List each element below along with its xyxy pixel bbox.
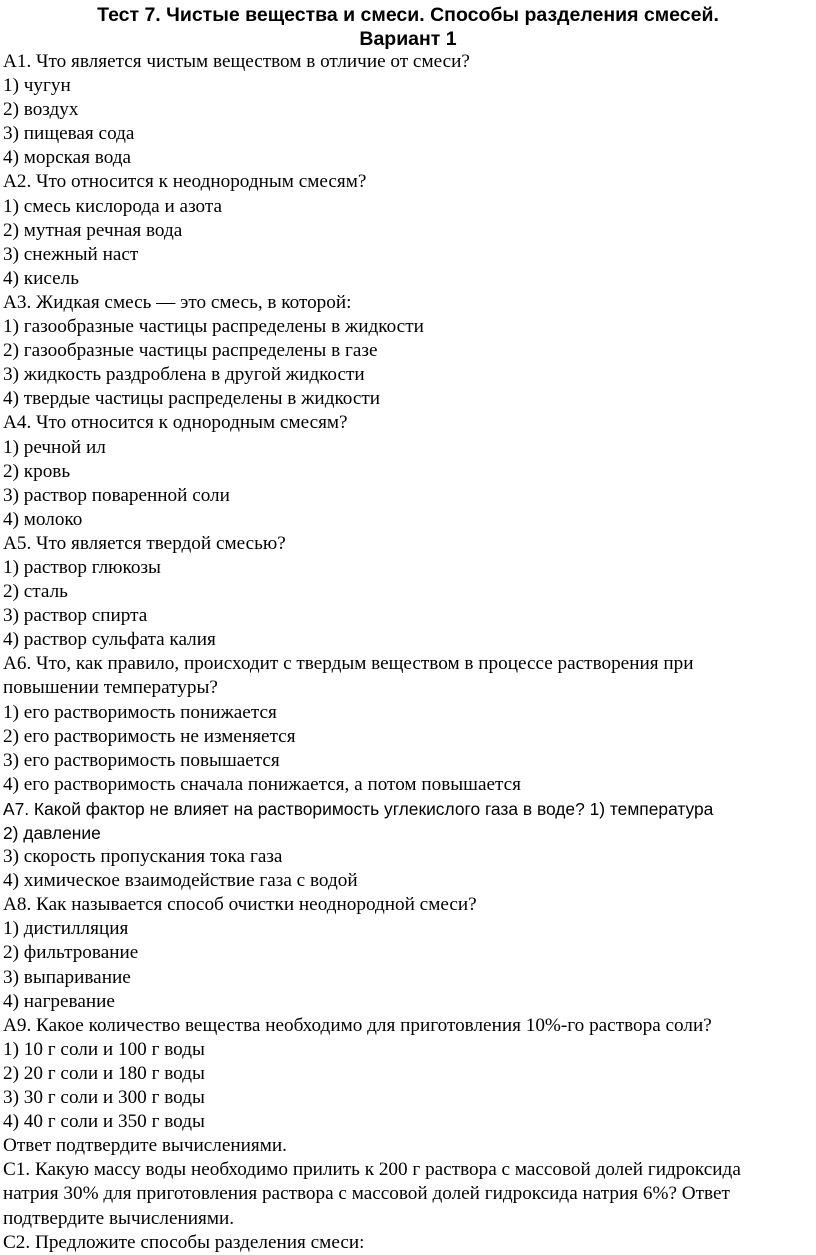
- answer-option: 2) газообразные частицы распределены в газе: [3, 340, 378, 362]
- answer-option: 4) молоко: [3, 508, 83, 530]
- answer-option: 4) химическое взаимодействие газа с водой: [3, 870, 358, 892]
- answer-option: 1) его растворимость понижается: [3, 701, 277, 723]
- answer-option: 3) его растворимость повышается: [3, 749, 280, 771]
- answer-option: 3) снежный наст: [3, 243, 139, 265]
- question-a4: А4. Что относится к однородным смесям?: [3, 412, 348, 434]
- question-a8: А8. Как называется способ очистки неоднородной смеси?: [3, 894, 477, 916]
- question-a5: А5. Что является твердой смесью?: [3, 532, 286, 554]
- answer-option: 2) давление: [3, 823, 101, 843]
- answer-option: 1) дистилляция: [3, 918, 129, 940]
- answer-option: 2) 20 г соли и 180 г воды: [3, 1062, 205, 1084]
- variant-title: Вариант 1: [359, 28, 457, 50]
- question-c1: С1. Какую массу воды необходимо прилить к 200 г раствора с массовой долей гидроксида: [3, 1159, 741, 1181]
- answer-option: 2) кровь: [3, 460, 71, 482]
- question-a6: А6. Что, как правило, происходит с твердым веществом в процессе растворения при: [3, 653, 694, 675]
- answer-option: 4) морская вода: [3, 147, 132, 169]
- answer-option: 1) 10 г соли и 100 г воды: [3, 1038, 205, 1060]
- question-a3: А3. Жидкая смесь — это смесь, в которой:: [3, 291, 352, 313]
- question-a9: А9. Какое количество вещества необходимо для приготовления 10%-го раствора соли?: [3, 1014, 712, 1036]
- answer-option: 2) его растворимость не изменяется: [3, 725, 296, 747]
- answer-option: 1) раствор глюкозы: [3, 556, 161, 578]
- answer-option: 3) раствор поваренной соли: [3, 484, 230, 506]
- answer-option: 4) раствор сульфата калия: [3, 629, 216, 651]
- answer-option: 1) чугун: [3, 75, 71, 97]
- answer-option: 3) пищевая сода: [3, 123, 135, 145]
- answer-option: 3) скорость пропускания тока газа: [3, 846, 283, 868]
- answer-option: 1) речной ил: [3, 436, 106, 458]
- answer-option: 4) нагревание: [3, 990, 115, 1012]
- answer-option: 2) сталь: [3, 581, 68, 603]
- question-a2: А2. Что относится к неоднородным смесям?: [3, 171, 367, 193]
- answer-option: 2) фильтрование: [3, 942, 139, 964]
- answer-option: 1) газообразные частицы распределены в жидкости: [3, 316, 424, 338]
- question-c1-continued: натрия 30% для приготовления раствора с массовой долей гидроксида натрия 6%? Ответ: [3, 1183, 730, 1205]
- question-c2: С2. Предложите способы разделения смеси:: [3, 1231, 365, 1253]
- answer-option: 4) твердые частицы распределены в жидкости: [3, 388, 381, 410]
- answer-option: 2) воздух: [3, 99, 79, 121]
- answer-option: 3) 30 г соли и 300 г воды: [3, 1087, 205, 1109]
- answer-option: 4) 40 г соли и 350 г воды: [3, 1111, 205, 1133]
- question-a6-continued: повышении температуры?: [3, 677, 218, 699]
- answer-option: 2) мутная речная вода: [3, 219, 183, 241]
- document-title: Тест 7. Чистые вещества и смеси. Способы разделения смесей.: [97, 4, 719, 26]
- instruction-text: Ответ подтвердите вычислениями.: [3, 1135, 287, 1157]
- answer-option: 4) его растворимость сначала понижается, а потом повышается: [3, 773, 521, 795]
- answer-option: 3) выпаривание: [3, 966, 131, 988]
- answer-option: 1) смесь кислорода и азота: [3, 195, 223, 217]
- question-a7: А7. Какой фактор не влияет на растворимость углекислого газа в воде? 1) температура: [3, 798, 714, 819]
- question-c1-continued: подтвердите вычислениями.: [3, 1207, 235, 1229]
- answer-option: 4) кисель: [3, 267, 79, 289]
- answer-option: 3) жидкость раздроблена в другой жидкости: [3, 364, 365, 386]
- answer-option: 3) раствор спирта: [3, 605, 148, 627]
- test-body: [3, 50, 813, 1255]
- question-a1: А1. Что является чистым веществом в отличие от смеси?: [3, 51, 470, 72]
